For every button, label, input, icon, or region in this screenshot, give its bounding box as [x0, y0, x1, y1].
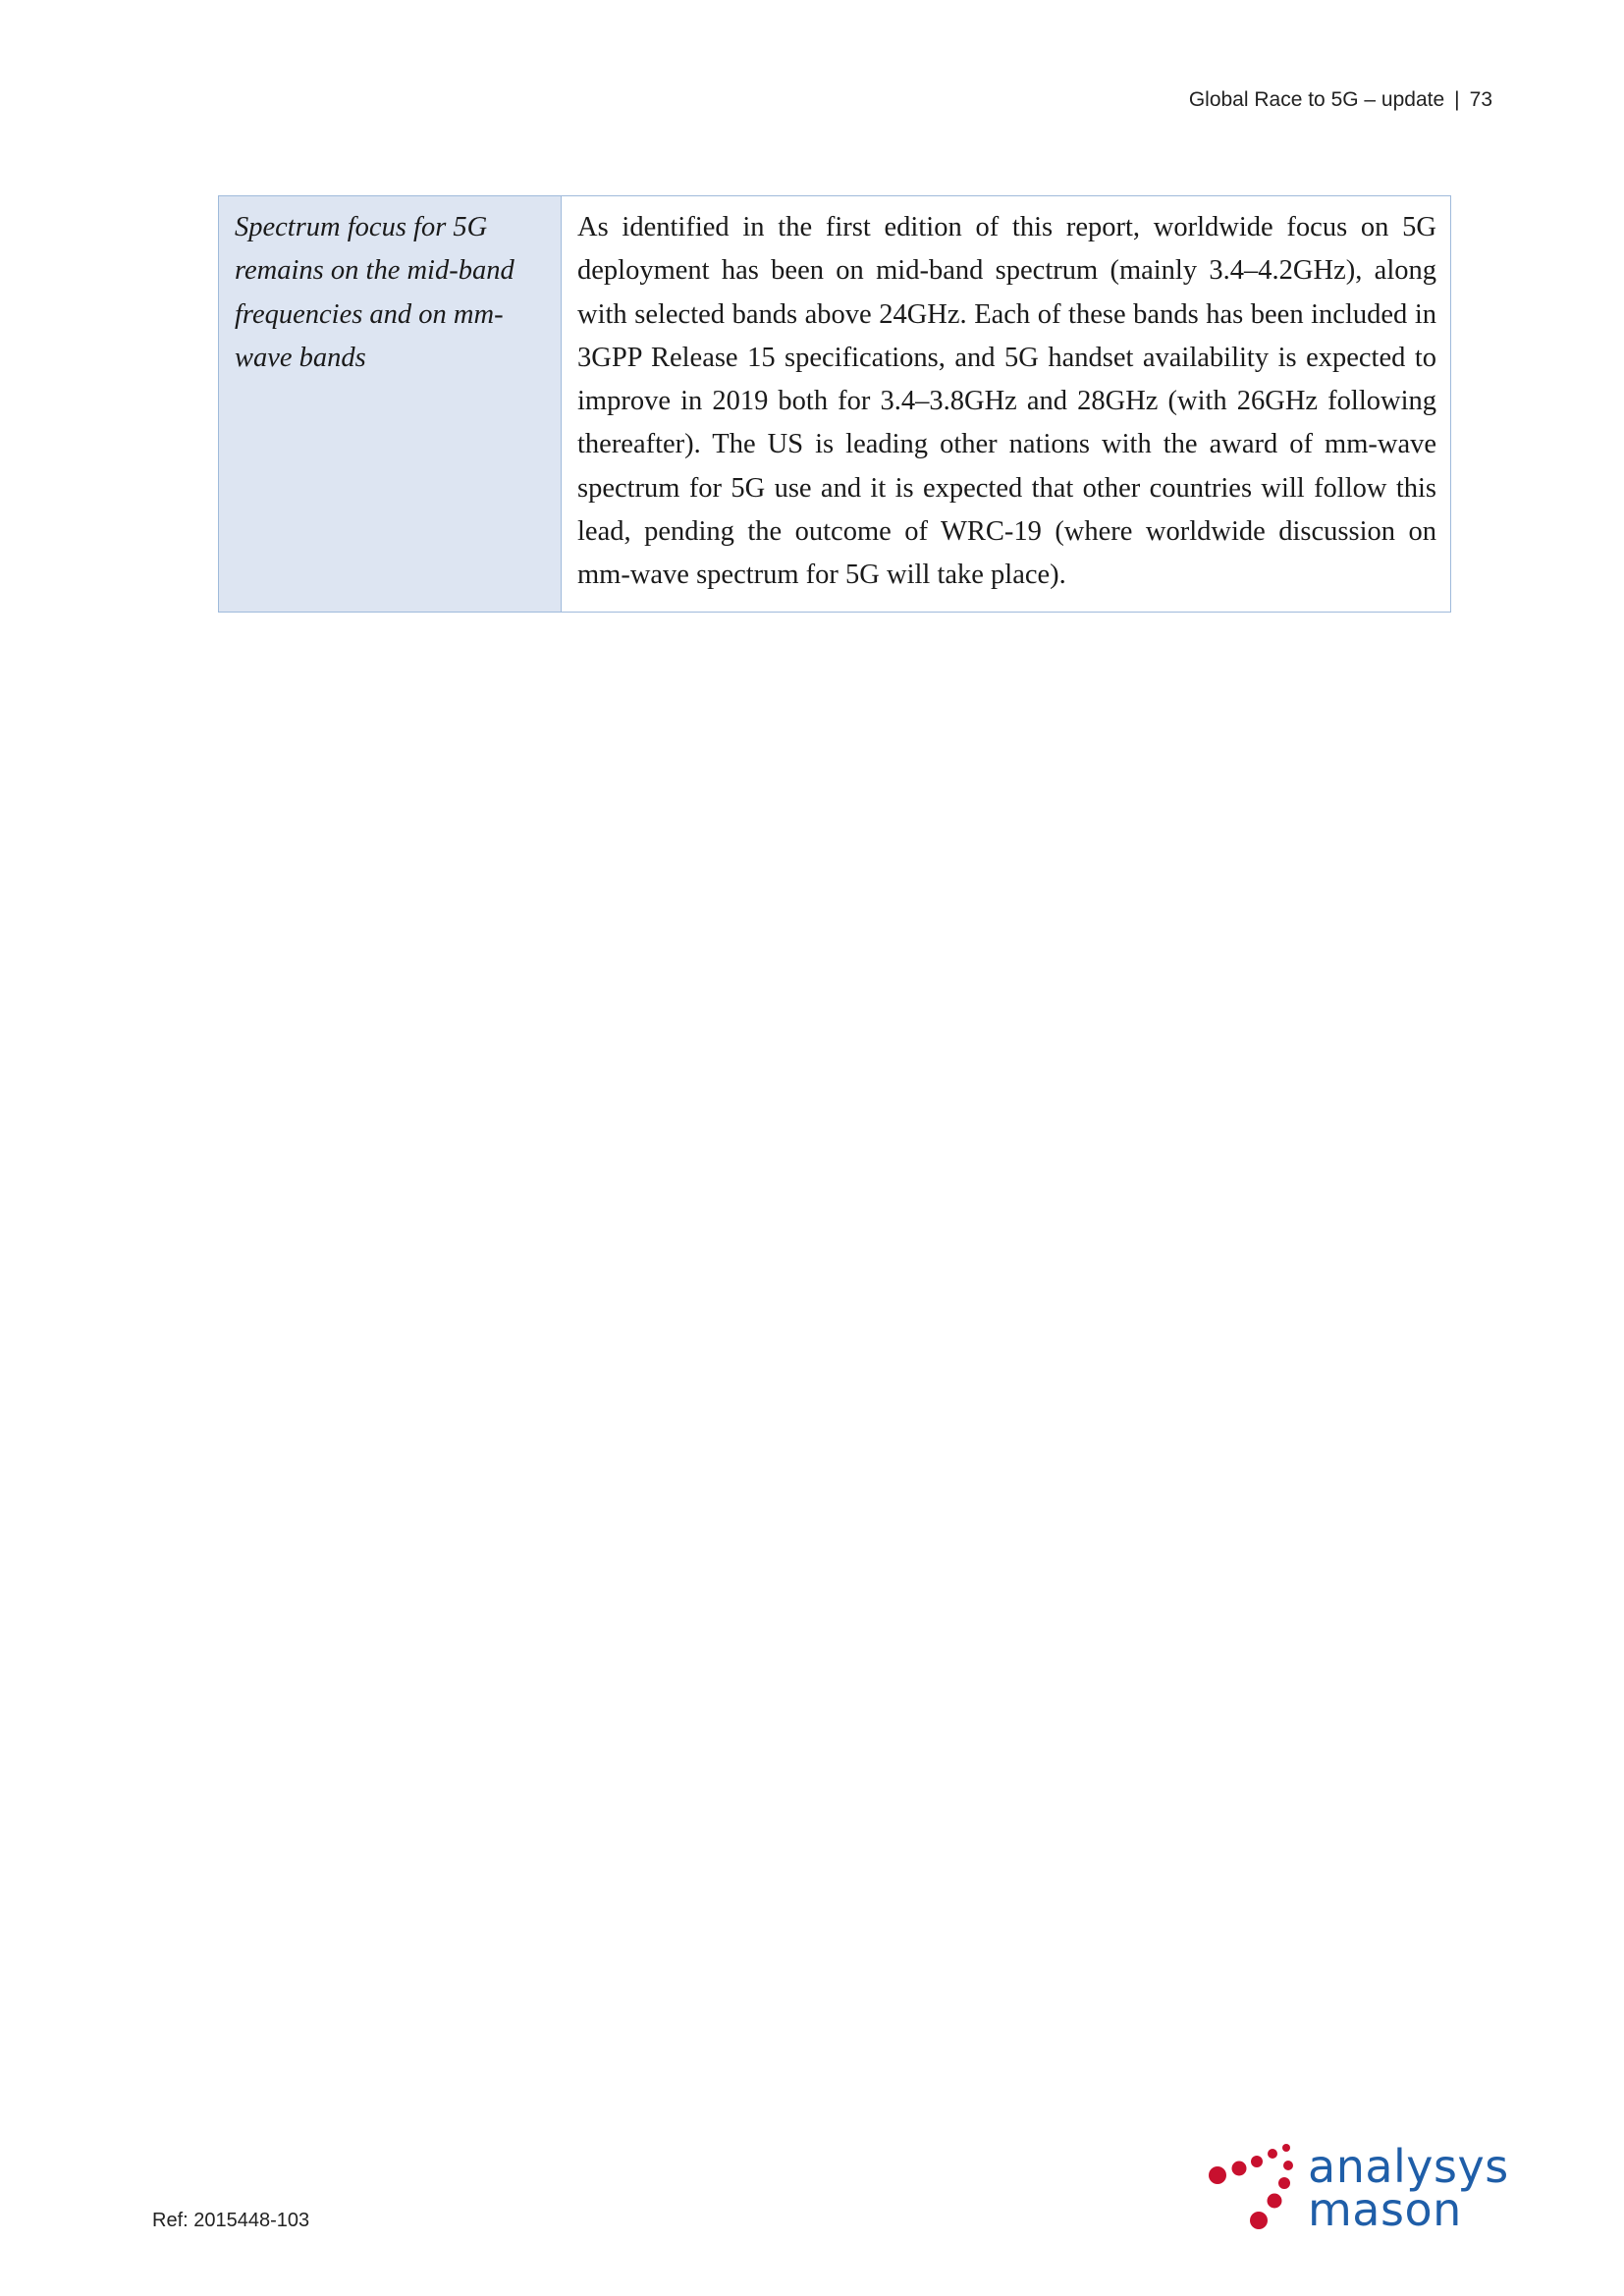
header-separator: |	[1454, 88, 1460, 111]
logo-word-analysys: analysys	[1308, 2140, 1509, 2193]
row-heading: Spectrum focus for 5G remains on the mid-band frequencies and on mm-wave bands	[219, 196, 562, 613]
analysys-mason-logo	[1206, 2138, 1520, 2246]
logo-word-mason: mason	[1308, 2183, 1462, 2236]
footer-reference: Ref: 2015448-103	[152, 2210, 310, 2231]
row-body: As identified in the first edition of this report, worldwide focus on 5G deployment has been on mid-band spectrum (mainly 3.4–4.2GHz), along with selected bands above 24GHz. Each of these bands has been included in 3GPP Release 15 specifications, and 5G handset availability is expected to improve in 2019 both for 3.4–3.8GHz and 28GHz (with 26GHz following thereafter). The US is leading other nations with the award of mm-wave spectrum for 5G use and it is expected that other countries will follow this lead, pending the outcome of WRC-19 (where worldwide discussion on mm-wave spectrum for 5G will take place).	[562, 196, 1451, 613]
document-title: Global Race to 5G – update	[1188, 88, 1445, 111]
page-number: 73	[1469, 88, 1492, 111]
table-row	[219, 196, 1451, 613]
summary-table	[218, 195, 1451, 613]
running-header	[1189, 88, 1492, 112]
logo-dots-icon	[1206, 2138, 1314, 2246]
